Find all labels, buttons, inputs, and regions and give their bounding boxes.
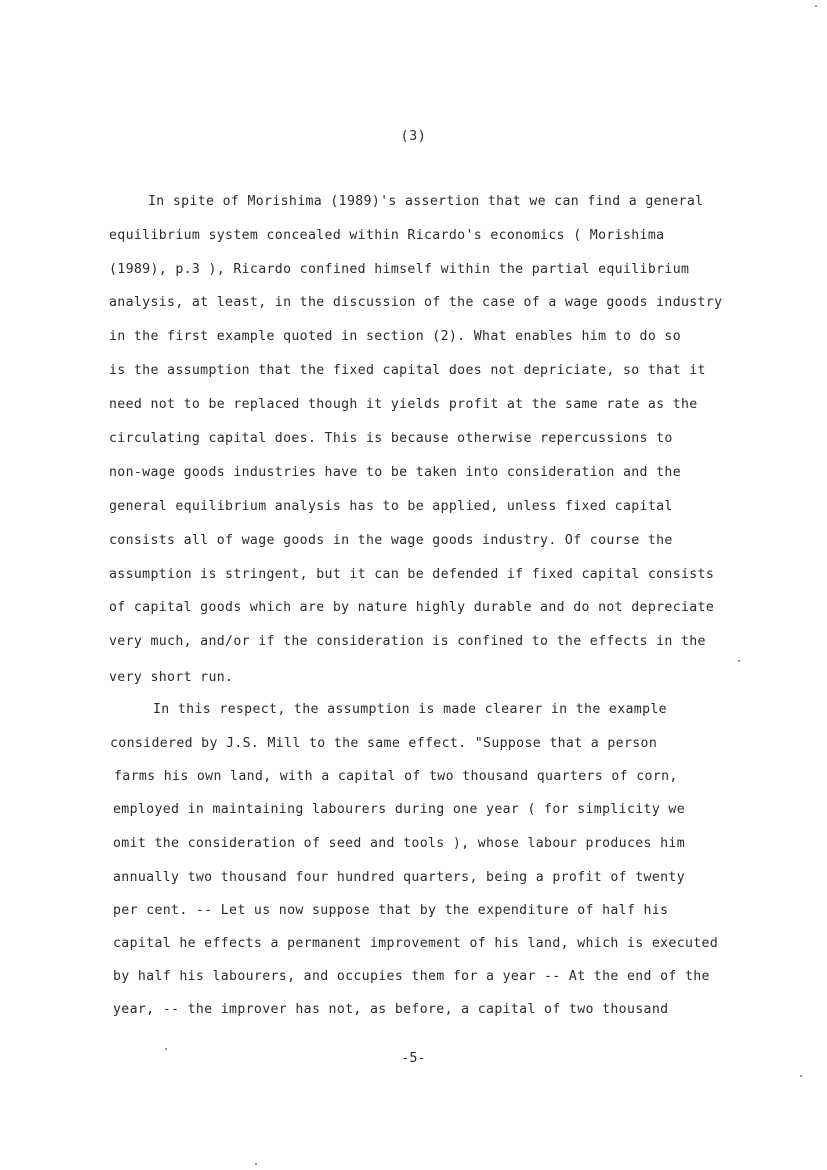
text-line: considered by J.S. Mill to the same effect. "Suppose that a person bbox=[110, 736, 658, 751]
text-line: non-wage goods industries have to be taken into consideration and the bbox=[109, 465, 681, 480]
text-line: analysis, at least, in the discussion of the case of a wage goods industry bbox=[109, 295, 723, 310]
text-line: very much, and/or if the consideration is confined to the effects in the bbox=[109, 634, 706, 649]
text-line: circulating capital does. This is because otherwise repercussions to bbox=[109, 431, 673, 446]
text-line: year, -- the improver has not, as before, a capital of two thousand bbox=[113, 1002, 669, 1017]
text-line: consists all of wage goods in the wage goods industry. Of course the bbox=[109, 533, 673, 548]
text-line: need not to be replaced though it yields profit at the same rate as the bbox=[109, 397, 698, 412]
text-line: equilibrium system concealed within Ricardo's economics ( Morishima bbox=[109, 228, 665, 243]
text-line: farms his own land, with a capital of two thousand quarters of corn, bbox=[114, 769, 678, 784]
scan-speck bbox=[255, 1163, 257, 1165]
text-line: In spite of Morishima (1989)'s assertion that we can find a general bbox=[148, 194, 704, 209]
scan-speck bbox=[165, 1048, 167, 1050]
text-line: employed in maintaining labourers during one year ( for simplicity we bbox=[113, 802, 685, 817]
scan-speck bbox=[815, 5, 817, 7]
text-line: (1989), p.3 ), Ricardo confined himself within the partial equilibrium bbox=[109, 262, 690, 277]
text-line: in the first example quoted in section (2). What enables him to do so bbox=[109, 329, 681, 344]
text-line: general equilibrium analysis has to be applied, unless fixed capital bbox=[109, 499, 673, 514]
text-line: very short run. bbox=[109, 670, 234, 685]
text-line: by half his labourers, and occupies them for a year -- At the end of the bbox=[113, 969, 710, 984]
text-line: annually two thousand four hundred quarters, being a profit of twenty bbox=[113, 870, 685, 885]
text-line: capital he effects a permanent improvement of his land, which is executed bbox=[113, 936, 719, 951]
scan-speck bbox=[738, 660, 740, 662]
page-number: -5- bbox=[401, 1050, 426, 1066]
text-line: assumption is stringent, but it can be defended if fixed capital consists bbox=[109, 567, 715, 582]
scan-speck bbox=[800, 1075, 802, 1077]
text-line: is the assumption that the fixed capital does not depriciate, so that it bbox=[109, 363, 706, 378]
text-line: per cent. -- Let us now suppose that by the expenditure of half his bbox=[113, 903, 669, 918]
text-line: omit the consideration of seed and tools ), whose labour produces him bbox=[113, 836, 685, 851]
text-line: of capital goods which are by nature highly durable and do not depreciate bbox=[109, 600, 715, 615]
section-number: (3) bbox=[400, 128, 427, 144]
text-line: In this respect, the assumption is made clearer in the example bbox=[153, 702, 667, 717]
